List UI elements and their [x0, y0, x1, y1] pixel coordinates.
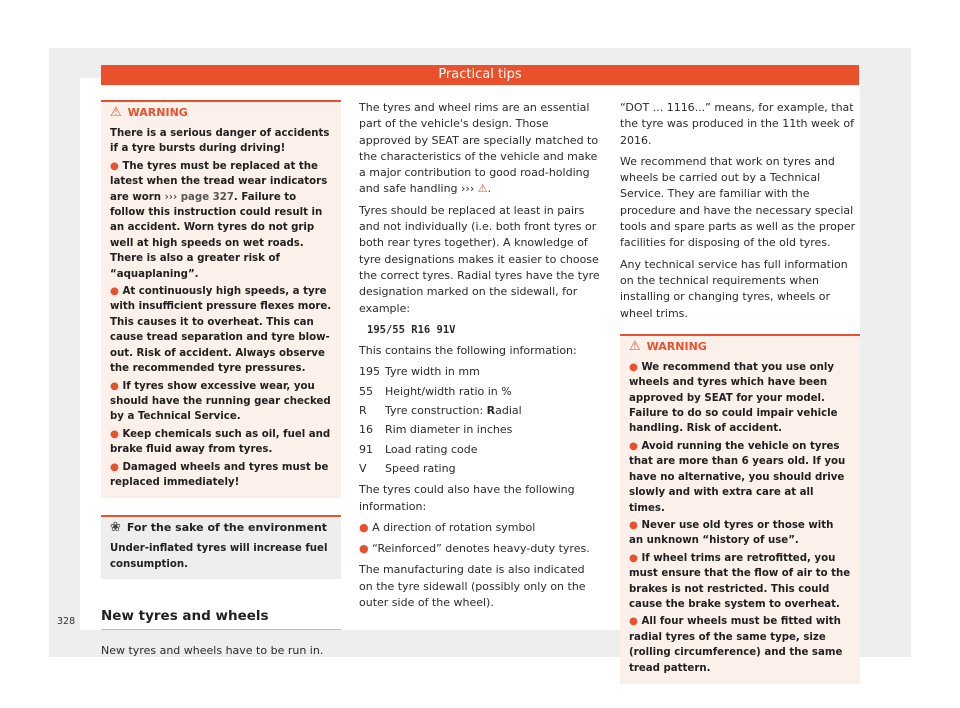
spec-code: R [359, 404, 367, 418]
environment-box [101, 515, 341, 539]
paragraph: The manufacturing date is also indicated on the tyre sidewall (possibly only on the outer side of the wheel). [359, 563, 586, 610]
warning-bullet: ● If tyres show excessive wear, you should have the running gear checked by a Technical Service. [110, 380, 331, 423]
page-link[interactable]: ››› [461, 182, 475, 196]
spec-table [359, 364, 601, 477]
bullet-icon: ● [359, 542, 373, 556]
list-item: ● A direction of rotation symbol [359, 520, 536, 534]
warning-heading: WARNING [646, 339, 707, 353]
tyre-designation: 195/55 R16 91V [367, 323, 456, 336]
warning-bullet: ● Damaged wheels and tyres must be replaced immediately! [110, 461, 329, 488]
warning-bullet: ● The tyres must be replaced at the latest when the tread wear indicators are worn ››› page 327. Failure to follow this instruction could result in an accident. Worn tyres do not grip well at high speeds on wet roads. There is also a greater risk of “aquaplaning”. [110, 160, 328, 280]
bullet-icon: ● [110, 380, 123, 392]
warning-intro: There is a serious danger of accidents if a tyre bursts during driving! [110, 128, 330, 155]
warning-triangle-icon: ⚠ [110, 105, 122, 120]
warning-heading: WARNING [127, 106, 188, 119]
paragraph: The tyres could also have the following information: [359, 483, 575, 513]
spec-desc: Load rating code [385, 442, 478, 456]
spec-code: 195 [359, 365, 380, 379]
page-number: 328 [57, 616, 76, 627]
warning-box-1 [101, 100, 341, 498]
list-item: ● “Reinforced” denotes heavy-duty tyres. [359, 542, 590, 556]
paragraph: Any technical service has full information on the technical requirements when installing or changing tyres, wheels or wheel trims. [620, 257, 848, 320]
warning-box-2 [620, 334, 860, 684]
spec-code: 16 [359, 423, 373, 437]
paragraph: “DOT ... 1116...” means, for example, that the tyre was produced in the 11th week of 2016. [620, 101, 854, 147]
spec-desc: Height/width ratio in % [385, 384, 512, 398]
warning-bullet: ● Keep chemicals such as oil, fuel and brake fluid away from tyres. [110, 428, 331, 456]
column-middle [359, 100, 601, 616]
spec-code: 91 [359, 442, 373, 456]
bullet-icon: ● [629, 361, 642, 373]
bullet-icon: ● [110, 286, 123, 298]
warning-bullet: ● Never use old tyres or those with an unknown “history of use”. [629, 519, 834, 547]
warning-triangle-icon: ⚠ [477, 182, 488, 196]
section-title: New tyres and wheels [101, 608, 341, 630]
page-link[interactable]: ››› page 327 [164, 191, 234, 203]
bullet-icon: ● [629, 552, 642, 564]
warning-bullet: ● All four wheels must be fitted with radial tyres of the same type, size (rolling circumference) and the same tread pattern. [629, 616, 843, 674]
warning-bullet: ● If wheel trims are retrofitted, you must ensure that the flow of air to the brakes is not restricted. This could cause the brake system to overheat. [629, 552, 851, 610]
spec-desc: Rim diameter in inches [385, 423, 513, 437]
paragraph: We recommend that work on tyres and wheels be carried out by a Technical Service. They are familiar with the procedure and have the necessary special tools and spare parts as well as the proper facilities for disposing of the old tyres. [620, 154, 856, 250]
bullet-icon: ● [110, 160, 123, 172]
spec-code: 55 [359, 384, 373, 398]
column-left [101, 100, 341, 660]
warning-bullet: ● Avoid running the vehicle on tyres that are more than 6 years old. If you have no alternative, you should drive slowly and with extra care at all times. [629, 440, 846, 514]
spec-desc: Tyre construction: Radial [385, 404, 522, 418]
environment-heading: For the sake of the environment [126, 521, 328, 535]
spec-desc: Tyre width in mm [385, 365, 480, 379]
spec-code: V [359, 461, 367, 475]
warning-bullet: ● At continuously high speeds, a tyre with insufficient pressure flexes more. This causes it to overheat. This can cause tread separation and tyre blow-out. Risk of accident. Always observe the recommended tyre pressures. [110, 286, 332, 375]
paragraph: The tyres and wheel rims are an essential part of the vehicle's design. Those approved by SEAT are specially matched to the characteristics of the vehicle and make a major contribution to good road-holding and safe handling ››› ⚠. [359, 101, 599, 196]
environment-icon: ❀ [110, 520, 121, 536]
paragraph: This contains the following information: [359, 344, 577, 358]
bullet-icon: ● [110, 428, 123, 440]
bullet-icon: ● [359, 520, 373, 534]
environment-text: Under-inflated tyres will increase fuel consumption. [101, 539, 341, 579]
section-text: New tyres and wheels have to be run in. [101, 644, 324, 658]
paragraph: Tyres should be replaced at least in pairs and not individually (i.e. both front tyres or both rear tyres together). A knowledge of tyre designations makes it easier to choose the correct tyres. Radial tyres have the tyre designation marked on the sidewall, for example: [359, 203, 600, 315]
bullet-icon: ● [629, 440, 642, 452]
bullet-icon: ● [110, 461, 123, 473]
warning-triangle-icon: ⚠ [629, 338, 641, 354]
column-right [620, 100, 860, 684]
bullet-icon: ● [629, 616, 642, 628]
page-header: Practical tips [101, 65, 859, 85]
spec-desc: Speed rating [385, 461, 456, 475]
bullet-icon: ● [629, 519, 642, 531]
warning-bullet: ● We recommend that you use only wheels and tyres which have been approved by SEAT for your model. Failure to do so could impair vehicle handling. Risk of accident. [629, 361, 838, 435]
